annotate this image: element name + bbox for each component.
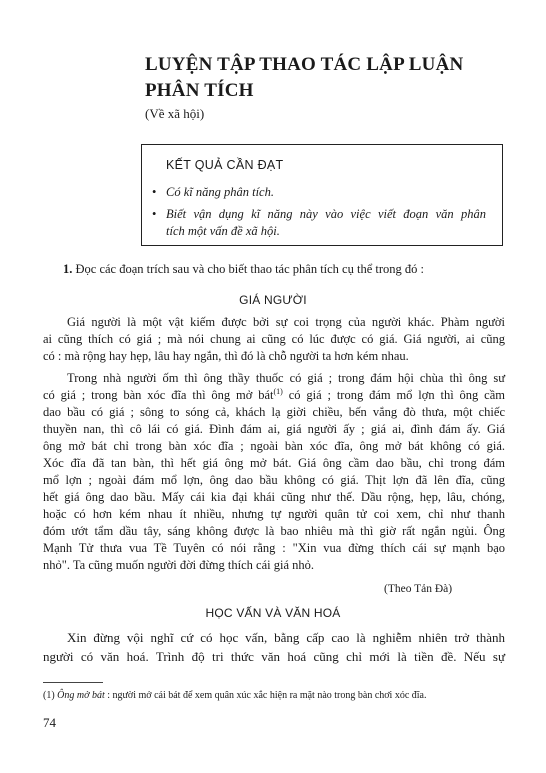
- text-line: dao bầu có giá ; sông to sóng cả, khách lạ giời chiều, bến vắng đò thưa, một chiếc: [43, 405, 505, 419]
- text-line: ai cũng thích có giá ; mà nói chung ai cũng có lúc được có giá. Giá người, ai cũng: [43, 332, 505, 346]
- outcome-text-line: Biết vận dụng kĩ năng này vào việc viết đoạn văn phân: [166, 207, 486, 221]
- text-line: ông mở bát chỉ trong bàn xóc đĩa ; ngoài bàn xóc đĩa, ông mở bát không có giá.: [43, 439, 505, 453]
- excerpt1-paragraph1: [43, 314, 505, 365]
- text-line: [43, 387, 505, 404]
- footnote: [43, 690, 426, 701]
- text-line: hết giá ông dao bầu. Mấy cái kia đại khái cũng như thế. Dầu rộng, hẹp, lâu, chóng,: [43, 490, 505, 504]
- page-number: 74: [43, 715, 56, 730]
- text-line: thuyền nan, thì cô lái có giá. Đình đám ai, giá người ấy ; giá ai, đình đám ấy. Giá: [43, 422, 505, 436]
- lesson-title: [145, 52, 505, 104]
- outcome-text: Có kĩ năng phân tích.: [166, 185, 274, 199]
- text-line: Giá người là một vật kiếm được bởi sự coi trọng của người khác. Phàm người: [67, 315, 505, 329]
- text-line: mổ lợn ; ngoài đám mổ lợn, ông dao bầu không có giá. Thịt lợn đã lên đĩa, cũng: [43, 473, 505, 487]
- bullet-icon: •: [152, 207, 157, 221]
- text-segment: có giá ; trong đám mổ lợn thì ông cầm: [282, 388, 505, 402]
- exercise-prompt: [63, 262, 424, 277]
- lesson-title-line2: PHÂN TÍCH: [145, 80, 254, 101]
- exercise-number: 1.: [63, 262, 73, 276]
- excerpt-heading: HỌC VẤN VÀ VĂN HOÁ: [205, 606, 341, 620]
- exercise-text: Đọc các đoạn trích sau và cho biết thao tác phân tích cụ thể trong đó :: [75, 262, 424, 276]
- excerpt-credit: (Theo Tản Đà): [384, 583, 453, 595]
- lesson-subtitle: (Về xã hội): [145, 106, 205, 121]
- footnote-number: (1): [43, 690, 55, 701]
- text-line: Xóc đĩa đã tan bàn, thì hết giá ông mở bát. Giá ông cầm dao bầu, chỉ trong đám: [43, 456, 505, 470]
- lesson-title-line1: LUYỆN TẬP THAO TÁC LẬP LUẬN: [145, 54, 464, 75]
- text-line: hoặc có hơn kém nhau ít nhiều, nhưng tự người quân tử coi xem, chỉ như thanh: [43, 507, 505, 521]
- excerpt1-paragraph2: [43, 370, 505, 574]
- text-line: có : mà rộng hay hẹp, lâu hay ngắn, thì đó là chỗ người ta hơn kém nhau.: [43, 349, 409, 363]
- text-line: nhỏ". Ta cũng muốn người đời đừng thích cái giá nhỏ.: [43, 558, 315, 572]
- text-line: người có văn hoá. Trình độ tri thức văn hoá cũng chỉ mới là tiền đề. Nếu sự: [43, 649, 505, 664]
- learning-outcomes-box: [141, 144, 503, 246]
- text-line: Mạnh Tử thưa vua Tề Tuyên có nói rằng : "Xin vua đừng thích cái sự mạnh bạo: [43, 541, 505, 555]
- footnote-divider: [43, 682, 103, 683]
- excerpt-heading: GIÁ NGƯỜI: [239, 293, 307, 307]
- outcome-text-line: tích một vấn đề xã hội.: [166, 224, 280, 238]
- footnote-text: : người mở cái bát để xem quân xúc xắc hiện ra mặt nào trong bàn chơi xóc đĩa.: [104, 690, 427, 701]
- footnote-marker: (1): [273, 386, 283, 396]
- text-line: Xin đừng vội nghĩ cứ có học vấn, bằng cấp cao là nghiễm nhiên trở thành: [67, 630, 505, 645]
- text-line: đóm ướt tẩm dầu tây, sáng không được là bao nhiêu mà thì giờ rất ngắn ngủi. Ông: [43, 524, 505, 538]
- outcome-item: [152, 206, 486, 240]
- text-segment: có giá ; trong bàn xóc đĩa thì ông mở bát: [43, 388, 274, 402]
- footnote-term: Ông mở bát: [57, 690, 105, 701]
- text-line: Trong nhà người ốm thì ông thầy thuốc có giá ; trong đám hội chùa thì ông sư: [67, 371, 505, 385]
- bullet-icon: •: [152, 185, 157, 199]
- excerpt2-paragraph: [43, 628, 505, 666]
- outcomes-heading: KẾT QUẢ CẦN ĐẠT: [166, 158, 284, 172]
- outcome-item: [152, 184, 486, 201]
